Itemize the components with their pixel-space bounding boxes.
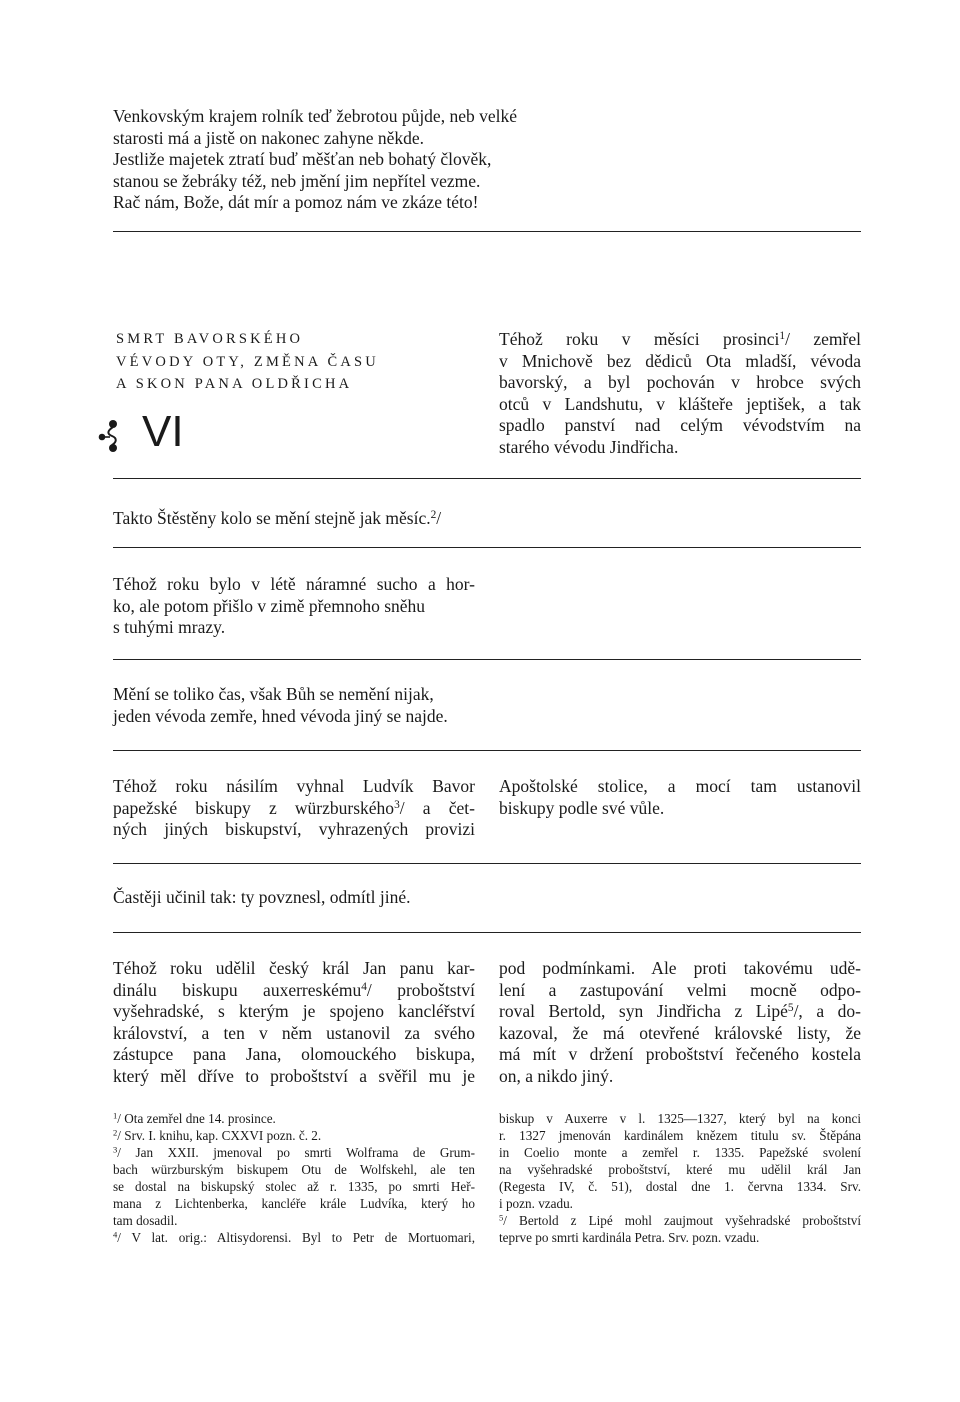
footnote-line: se dostal na biskupský stolec až r. 1335, po smrti Heř- <box>113 1179 475 1194</box>
chapter-text-line <box>499 329 861 351</box>
footnote-text: / V lat. orig.: Altisydorensi. Byl to Petr de Mortuomari, <box>117 1230 475 1245</box>
footnote <box>113 1110 475 1127</box>
verse-line: starosti má a jistě on nakonec zahyne někde. <box>113 127 425 148</box>
prose-line: království, a ten v něm ustanovil za svého <box>113 1022 475 1043</box>
footnote-mark: 5 <box>787 1001 794 1014</box>
verse-line: jeden vévoda zemře, hned vévoda jiný se najde. <box>113 705 448 726</box>
chapter-number: VI <box>142 407 184 456</box>
prose-line <box>113 798 475 820</box>
prose-paragraph-3-right <box>499 776 861 819</box>
prose-line: vyšehradské, s kterým je spojeno kancléřství <box>113 1001 475 1021</box>
verse-line <box>113 508 441 530</box>
ornament-icon <box>97 418 121 454</box>
footnote-line: na vyšehradské proboštství, které mu udělil král Jan <box>499 1162 861 1177</box>
footnote-mark: 4 <box>113 1229 118 1240</box>
verse-stanza-3 <box>113 684 448 727</box>
text-segment: / <box>436 508 442 528</box>
divider-rule <box>113 478 861 479</box>
text-segment: / proboštství <box>366 979 476 1000</box>
divider-rule <box>113 231 861 232</box>
footnote-line: mana z Lichtenberka, kancléře krále Ludvíka, který ho <box>113 1196 475 1211</box>
prose-line: ko, ale potom přišlo v zimě přemnoho sněhu <box>113 595 426 616</box>
prose-line: Téhož roku udělil český král Jan panu kar- <box>113 958 475 978</box>
footnote-mark: 3 <box>394 798 400 811</box>
footnote <box>113 1127 475 1144</box>
prose-line: ných jiných biskupství, vyhrazených provizi <box>113 819 475 839</box>
text-segment: / a čet- <box>399 797 475 818</box>
text-segment: dinálu biskupu auxerreskému <box>113 979 362 1000</box>
footnote-mark: 5 <box>499 1212 504 1223</box>
verse-stanza-2 <box>113 508 441 530</box>
text-segment: /, a do- <box>793 1001 861 1021</box>
footnote-mark: 3 <box>113 1144 118 1155</box>
footnote-mark: 2 <box>430 508 437 521</box>
divider-rule <box>113 750 861 751</box>
footnote-mark: 1 <box>779 329 786 342</box>
footnote-line: (Regesta IV, č. 51), dostal dne 1. června 1334. Srv. <box>499 1179 861 1194</box>
text-segment: papežské biskupy z würzburského <box>113 797 395 818</box>
prose-paragraph-4-right <box>499 958 861 1087</box>
footnote-mark: 2 <box>113 1127 118 1138</box>
verse-line: Mění se toliko čas, však Bůh se nemění nijak, <box>113 684 434 704</box>
footnote-line: in Coelio monte a zemřel r. 1335. Papežské svolení <box>499 1145 861 1160</box>
chapter-text-line: starého vévodu Jindřicha. <box>499 436 679 457</box>
verse-stanza-4 <box>113 887 410 909</box>
text-segment: roval Bertold, syn Jindřicha z Lipé <box>499 1001 788 1021</box>
chapter-title-line: SMRT BAVORSKÉHO <box>116 331 304 347</box>
verse-line: Rač nám, Bože, dát mír a pomoz nám ve zkáze této! <box>113 192 479 212</box>
divider-rule <box>113 547 861 548</box>
chapter-text-line: spadlo panství nad celým vévodstvím na <box>499 415 861 435</box>
chapter-title-line: VÉVODY OTY, ZMĚNA ČASU <box>116 353 379 370</box>
text-segment: Téhož roku v měsíci prosinci <box>499 329 780 349</box>
chapter-text-line: v Mnichově bez dědiců Ota mladší, vévoda <box>499 350 861 371</box>
prose-line: biskupy podle své vůle. <box>499 797 665 818</box>
footnote-line: tam dosadil. <box>113 1213 178 1228</box>
chapter-text-line: otců v Landshutu, v klášteře jeptišek, a tak <box>499 393 861 414</box>
footnotes-left <box>113 1110 475 1246</box>
prose-line: on, a nikdo jiný. <box>499 1065 614 1086</box>
prose-line: má mít v držení proboštství řečeného kostela <box>499 1044 861 1064</box>
footnote-mark: 4 <box>361 980 367 993</box>
prose-line: Apoštolské stolice, a mocí tam ustanovil <box>499 776 861 796</box>
text-segment: / zemřel <box>785 329 861 349</box>
footnote <box>113 1229 475 1246</box>
prose-line: pod podmínkami. Ale proti takovému udě- <box>499 958 861 978</box>
footnote-mark: 1 <box>113 1110 118 1121</box>
chapter-text <box>499 329 861 458</box>
verse-line: stanou se žebráky též, neb jmění jim nepřítel vezme. <box>113 170 481 191</box>
footnote <box>113 1144 475 1161</box>
chapter-title <box>116 328 379 396</box>
prose-line <box>113 980 475 1002</box>
footnotes-right <box>499 1110 861 1246</box>
footnote-line: r. 1327 jmenován kardinálem knězem titulu sv. Štěpána <box>499 1128 861 1143</box>
prose-line: zástupce pana Jana, olomouckého biskupa, <box>113 1044 475 1064</box>
footnote-line: teprve po smrti kardinála Petra. Srv. pozn. vzadu. <box>499 1230 760 1245</box>
footnote-text: / Jan XXII. jmenoval po smrti Wolframa de Grum- <box>117 1145 475 1160</box>
divider-rule <box>113 863 861 864</box>
divider-rule <box>113 932 861 933</box>
verse-stanza-1 <box>113 106 517 214</box>
footnote-line: biskup v Auxerre v l. 1325—1327, který byl na konci <box>499 1111 861 1126</box>
divider-rule <box>113 659 861 660</box>
text-segment: Takto Štěstěny kolo se mění stejně jak měsíc. <box>113 508 431 528</box>
chapter-title-line: A SKON PANA OLDŘICHA <box>116 376 353 392</box>
chapter-text-line: bavorský, a byl pochován v hrobce svých <box>499 372 861 392</box>
footnote <box>499 1212 861 1229</box>
prose-line <box>499 1001 861 1023</box>
footnote-text: / Ota zemřel dne 14. prosince. <box>117 1111 276 1126</box>
prose-paragraph-3-left <box>113 776 475 841</box>
footnote-line: i pozn. vzadu. <box>499 1196 573 1211</box>
footnote-text: / Srv. I. knihu, kap. CXXVI pozn. č. 2. <box>117 1128 322 1143</box>
verse-line: Venkovským krajem rolník teď žebrotou půjde, neb velké <box>113 106 517 126</box>
prose-paragraph-2 <box>113 574 475 639</box>
footnote-text: / Bertold z Lipé mohl zaujmout vyšehradské proboštství <box>503 1213 861 1228</box>
prose-line: lení a zastupování velmi mocně odpo- <box>499 979 861 1000</box>
prose-line: Téhož roku bylo v létě náramné sucho a hor- <box>113 574 475 594</box>
prose-paragraph-4-left <box>113 958 475 1087</box>
prose-line: s tuhými mrazy. <box>113 617 226 637</box>
verse-line: Jestliže majetek ztratí buď měšťan neb bohatý člověk, <box>113 149 492 169</box>
prose-line: kazoval, že má otevřené královské listy, že <box>499 1022 861 1043</box>
prose-line: který měl dříve to proboštství a svěřil mu je <box>113 1065 475 1086</box>
footnote-line: bach würzburským biskupem Otu de Wolfskehl, ale ten <box>113 1162 475 1177</box>
verse-line: Častěji učinil tak: ty povznesl, odmítl jiné. <box>113 887 411 907</box>
prose-line: Téhož roku násilím vyhnal Ludvík Bavor <box>113 776 475 796</box>
